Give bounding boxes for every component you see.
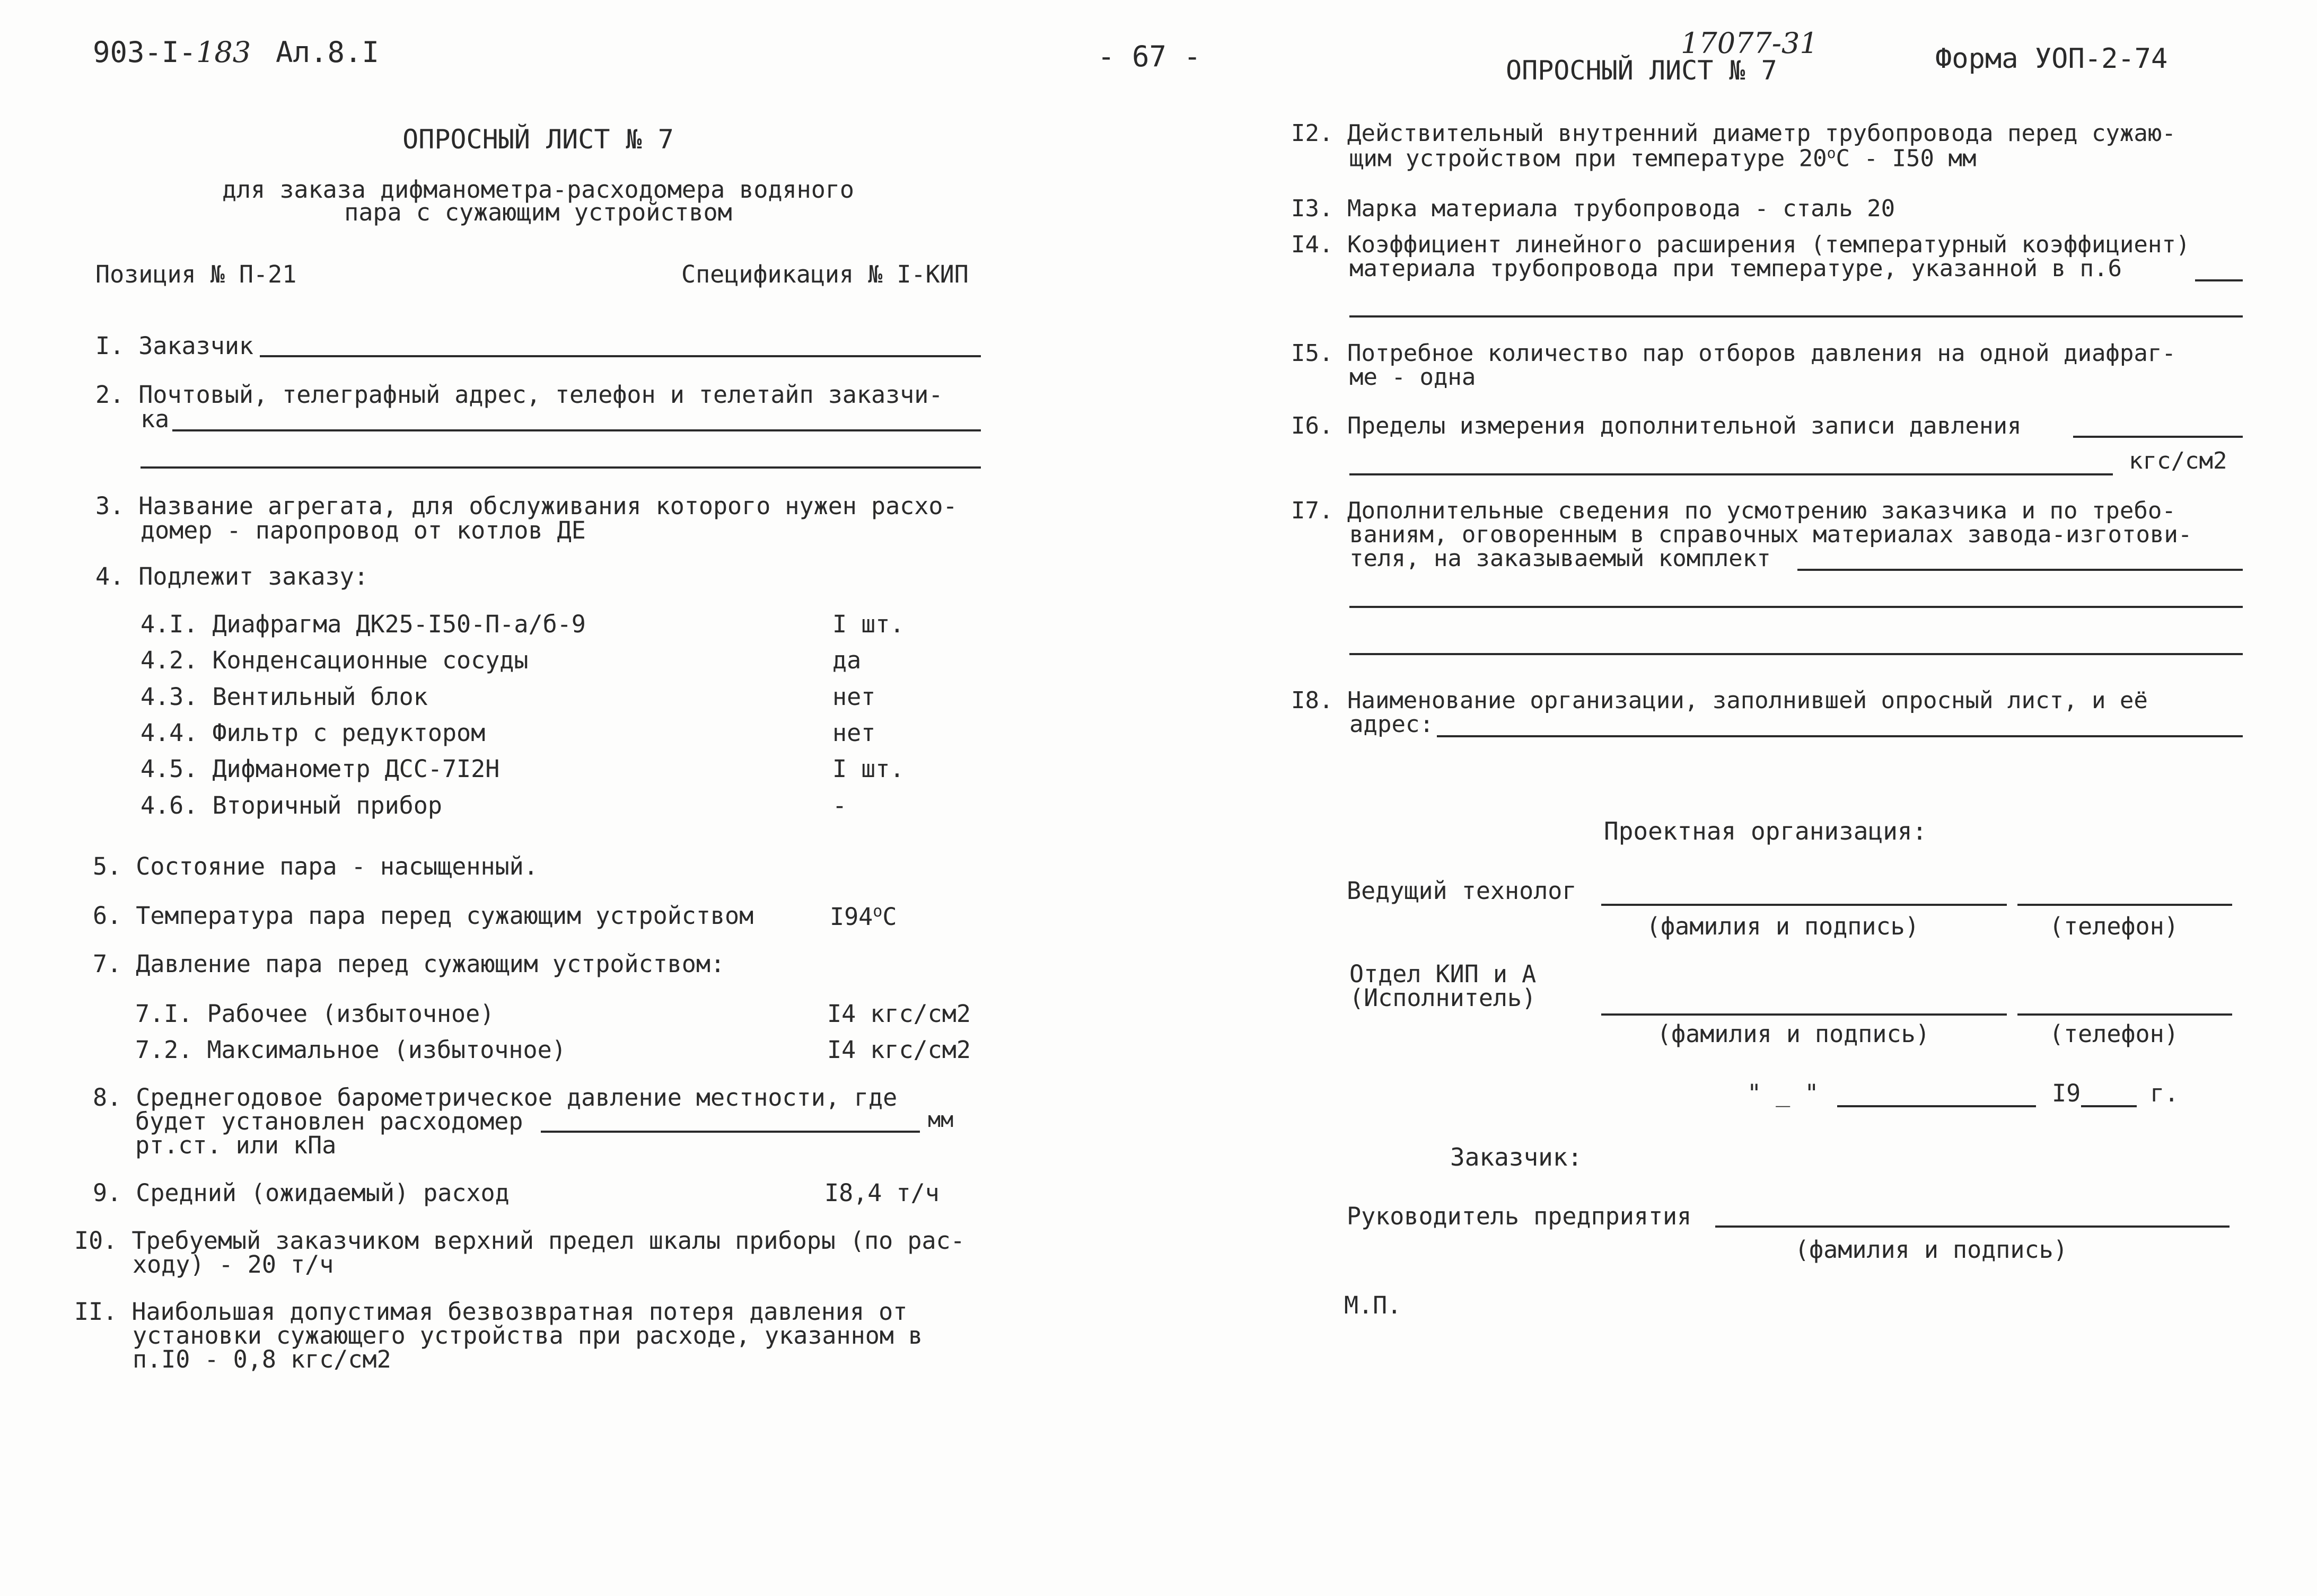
sheet-number: Ал.8.I (276, 36, 380, 69)
item-14-line-2: материала трубопровода при температуре, указанной в п.6 (1349, 255, 2122, 282)
item-7-2-value: I4 кгс/см2 (827, 1036, 971, 1064)
date-year-field (2081, 1105, 2137, 1107)
dept-sign-caption: (фамилия и подпись) (1657, 1020, 1930, 1048)
item-13-material: I3. Марка материала трубопровода - сталь 20 (1291, 195, 1895, 222)
item-10-line-1: I0. Требуемый заказчиком верхний предел шкалы приборы (по рас- (74, 1227, 965, 1255)
doc-code-handwritten: 183 (196, 36, 251, 69)
head-of-enterprise-caption: (фамилия и подпись) (1795, 1236, 2068, 1264)
item-6-temperature: 6. Температура пара перед сужающим устройством (93, 902, 754, 930)
inventory-number: 17077-31 (1681, 27, 1818, 60)
item-4-5: 4.5. Дифманометр ДСС-7I2Н (141, 755, 500, 783)
page-number: - 67 - (1098, 40, 1201, 73)
item-12-line-1: I2. Действительный внутренний диаметр трубопровода перед сужаю- (1291, 120, 2176, 147)
left-title: ОПРОСНЫЙ ЛИСТ № 7 (402, 124, 674, 155)
stamp-place: М.П. (1344, 1291, 1402, 1319)
item-6-value (830, 904, 897, 929)
item-17-line-1: I7. Дополнительные сведения по усмотрению заказчика и по требо- (1291, 497, 2176, 524)
item-1-customer: I. Заказчик (95, 332, 254, 360)
item-4-6: 4.6. Вторичный прибор (141, 791, 442, 819)
head-of-enterprise-label: Руководитель предприятия (1347, 1202, 1692, 1230)
item-4-6-value: - (832, 791, 847, 819)
item-4-5-value: I шт. (832, 755, 905, 783)
item-12-text: щим устройством при температуре 20 (1349, 145, 1827, 172)
left-subtitle-1: для заказа дифманометра-расходомера водяного (222, 175, 855, 204)
item-11-line-3: п.I0 - 0,8 кгс/см2 (133, 1345, 391, 1373)
item-2-line-1: 2. Почтовый, телеграфный адрес, телефон и телетайп заказчи- (95, 381, 943, 409)
item-17-line-3: теля, на заказываемый комплект (1349, 545, 1771, 572)
item-2-field-1 (172, 429, 981, 431)
lead-technologist-phone-caption: (телефон) (2049, 912, 2179, 940)
item-10-line-2: ходу) - 20 т/ч (133, 1250, 334, 1278)
lead-technologist-sign-field (1601, 904, 2007, 906)
item-15-line-1: I5. Потребное количество пар отборов давления на одной диафраг- (1291, 340, 2176, 367)
item-4-4: 4.4. Фильтр с редуктором (141, 719, 486, 747)
item-17-field-1 (1797, 569, 2243, 571)
item-17-field-3 (1349, 653, 2243, 655)
item-17-field-2 (1349, 606, 2243, 608)
form-code: Форма УОП-2-74 (1935, 43, 2168, 75)
right-title: ОПРОСНЫЙ ЛИСТ № 7 (1506, 55, 1777, 86)
date-year-prefix: I9 (2052, 1079, 2081, 1107)
item-11-line-1: II. Наибольшая допустимая безвозвратная потеря давления от (74, 1298, 908, 1326)
design-org-heading: Проектная организация: (1604, 817, 1927, 845)
date-day-quote: " _ " (1747, 1079, 1819, 1107)
item-17-line-2: ваниям, оговоренным в справочных материалах завода-изготови- (1349, 521, 2192, 548)
item-4-3: 4.3. Вентильный блок (141, 683, 428, 711)
item-2-line-2: ка (141, 405, 170, 433)
item-8-line-3: рт.ст. или кПа (135, 1131, 337, 1159)
dept-phone-caption: (телефон) (2049, 1020, 2179, 1048)
item-8-field (541, 1131, 920, 1133)
item-8-line-1: 8. Среднегодовое барометрическое давление местности, где (93, 1083, 898, 1112)
head-of-enterprise-field (1715, 1225, 2230, 1228)
dept-phone-field (2017, 1013, 2232, 1016)
item-6-unit: С (882, 903, 897, 931)
item-7-1-value: I4 кгс/см2 (827, 1000, 971, 1028)
item-7-2: 7.2. Максимальное (избыточное) (135, 1036, 566, 1064)
customer-heading: Заказчик: (1450, 1143, 1583, 1171)
item-6-number: I94 (830, 903, 873, 931)
item-18-line-2: адрес: (1349, 711, 1434, 738)
item-4-2: 4.2. Конденсационные сосуды (141, 646, 529, 674)
item-3-line-2: домер - паропровод от котлов ДЕ (141, 516, 586, 544)
item-7-1: 7.I. Рабочее (избыточное) (135, 1000, 495, 1028)
item-16-limits: I6. Пределы измерения дополнительной записи давления (1291, 412, 2022, 439)
item-8-unit: мм (928, 1108, 954, 1132)
item-14-field-1 (2195, 279, 2243, 281)
item-18-field (1437, 735, 2243, 737)
item-16-field-2 (1349, 473, 2113, 475)
item-4-1: 4.I. Диафрагма ДК25-I50-П-а/б-9 (141, 610, 586, 638)
item-4-heading: 4. Подлежит заказу: (95, 562, 368, 590)
doc-code-printed: 903-I- (93, 36, 197, 69)
item-12-text-end: С - I50 мм (1836, 145, 1977, 172)
item-9-value: I8,4 т/ч (824, 1179, 940, 1207)
item-1-field (260, 355, 981, 357)
date-year-suffix: г. (2150, 1079, 2179, 1107)
position-number: Позиция № П-21 (95, 260, 297, 288)
item-15-line-2: ме - одна (1349, 364, 1476, 391)
item-16-unit: кгс/см2 (2129, 447, 2227, 474)
item-5-steam-state: 5. Состояние пара - насыщенный. (93, 852, 538, 880)
item-7-pressure: 7. Давление пара перед сужающим устройством: (93, 950, 725, 978)
date-month-field (1837, 1105, 2036, 1107)
dept-label-line-2: (Исполнитель) (1349, 984, 1537, 1012)
item-18-line-1: I8. Наименование организации, заполнившей опросный лист, и её (1291, 687, 2148, 714)
lead-technologist-sign-caption: (фамилия и подпись) (1646, 912, 1919, 940)
item-8-line-2: будет установлен расходомер (135, 1107, 523, 1135)
item-2-field-2 (141, 466, 981, 469)
item-9-flow: 9. Средний (ожидаемый) расход (93, 1179, 510, 1207)
item-16-field-1 (2073, 436, 2243, 438)
item-14-line-1: I4. Коэффициент линейного расширения (температурный коэффициент) (1291, 231, 2190, 258)
item-6-degree: о (873, 902, 883, 921)
item-3-line-1: 3. Название агрегата, для обслуживания которого нужен расхо- (95, 492, 958, 520)
lead-technologist-label: Ведущий технолог (1347, 877, 1577, 905)
item-12-degree: о (1827, 144, 1836, 162)
item-4-3-value: нет (832, 683, 876, 711)
item-4-1-value: I шт. (832, 610, 905, 638)
dept-sign-field (1601, 1013, 2007, 1016)
doc-code (93, 38, 251, 67)
left-subtitle-2: пара с сужающим устройством (344, 198, 732, 226)
item-12-line-2 (1349, 146, 1976, 171)
specification-number: Спецификация № I-КИП (681, 260, 969, 288)
item-4-2-value: да (832, 646, 862, 674)
item-4-4-value: нет (832, 719, 876, 747)
lead-technologist-phone-field (2017, 904, 2232, 906)
dept-label-line-1: Отдел КИП и А (1349, 960, 1537, 988)
item-14-field-2 (1349, 315, 2243, 318)
item-11-line-2: установки сужающего устройства при расходе, указанном в (133, 1321, 923, 1350)
